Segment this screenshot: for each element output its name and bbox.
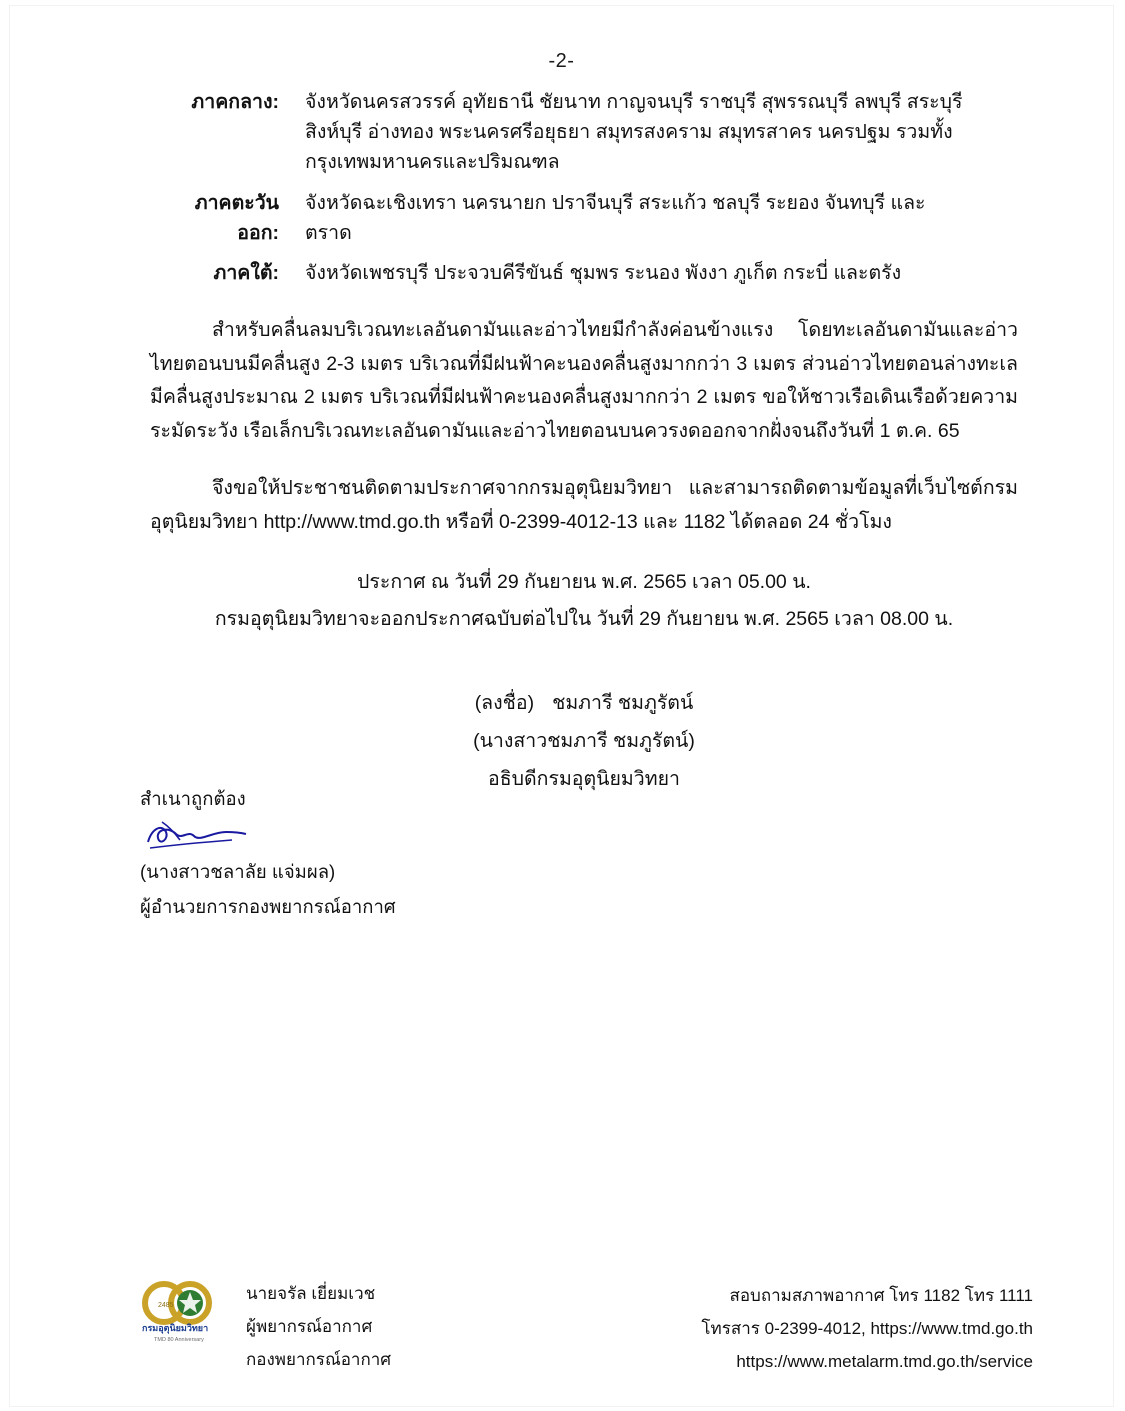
footer-person-position: ผู้พยากรณ์อากาศ — [246, 1316, 373, 1336]
footer-person-department: กองพยากรณ์อากาศ — [246, 1349, 392, 1369]
region-label: ภาคตะวันออก: — [194, 191, 279, 244]
region-list — [10, 87, 1113, 288]
footer-person-name: นายจรัล เยี่ยมเวช — [246, 1283, 376, 1303]
svg-text:2485: 2485 — [158, 1301, 174, 1309]
page-number: -2- — [548, 50, 575, 72]
footer-left — [140, 1269, 391, 1376]
region-text: จังหวัดเพชรบุรี ประจวบคีรีขันธ์ ชุมพร ระนอง พังงา ภูเก็ต กระบี่ และตรัง — [305, 262, 902, 285]
next-announcement-datetime: กรมอุตุนิยมวิทยาจะออกประกาศฉบับต่อไปใน วันที่ 29 กันยายน พ.ศ. 2565 เวลา 08.00 น. — [214, 607, 954, 630]
handwritten-signature — [142, 818, 262, 852]
footer-contact-fax: โทรสาร 0-2399-4012, https://www.tmd.go.th — [701, 1318, 1033, 1338]
region-label: ภาคใต้: — [213, 262, 279, 285]
document-page — [10, 6, 1113, 1406]
body-block — [10, 314, 1113, 797]
certification-name: (นางสาวชลาลัย แจ่มผล) — [140, 861, 336, 883]
region-label: ภาคกลาง: — [191, 91, 279, 113]
signature-name-line — [150, 684, 1018, 722]
signature-position: อธิบดีกรมอุตุนิยมวิทยา — [488, 767, 680, 790]
region-text: จังหวัดฉะเชิงเทรา นครนายก ปราจีนบุรี สระแก้ว ชลบุรี ระยอง จันทบุรี และตราด — [305, 191, 926, 244]
signature-fullname: (นางสาวชมภารี ชมภูรัตน์) — [473, 729, 695, 752]
footer-person-block — [246, 1269, 391, 1376]
certification-block — [140, 781, 396, 924]
tmd-anniversary-logo-icon — [140, 1269, 232, 1361]
footer-contact-phone: สอบถามสภาพอากาศ โทร 1182 โทร 1111 — [729, 1285, 1033, 1305]
svg-text:กรมอุตุนิยมวิทยา: กรมอุตุนิยมวิทยา — [142, 1322, 209, 1333]
region-row — [160, 188, 1013, 248]
region-row — [160, 87, 1013, 178]
paragraph-public-notice: จึงขอให้ประชาชนติดตามประกาศจากกรมอุตุนิยมวิทยา และสามารถติดตามข้อมูลที่เว็บไซต์กรมอุตุนิยมวิทยา http://www.tmd.go.th หรือที่ 0-2399-4012-13 และ 1182 ได้ตลอด 24 ชั่วโมง — [150, 477, 1018, 533]
footer-contact-service-url: https://www.metalarm.tmd.go.th/service — [736, 1351, 1033, 1371]
svg-text:TMD 80 Anniversary: TMD 80 Anniversary — [154, 1336, 204, 1343]
footer-contact-block — [701, 1269, 1033, 1378]
certification-heading: สำเนาถูกต้อง — [140, 788, 246, 809]
region-text: จังหวัดนครสวรรค์ อุทัยธานี ชัยนาท กาญจนบุรี ราชบุรี สุพรรณบุรี ลพบุรี สระบุรี สิงห์บุรี อ่างทอง พระนครศรีอยุธยา สมุทรสงคราม สมุทรสาคร นครปฐม รวมทั้งกรุงเทพมหานครและปริมณฑล — [305, 91, 963, 174]
region-row — [160, 258, 1013, 288]
announcement-datetime: ประกาศ ณ วันที่ 29 กันยายน พ.ศ. 2565 เวลา 05.00 น. — [357, 570, 811, 593]
page-footer — [10, 1269, 1113, 1378]
signature-prefix: (ลงชื่อ) — [474, 691, 535, 714]
certification-position: ผู้อำนวยการกองพยากรณ์อากาศ — [140, 896, 396, 918]
paragraph-sea-conditions: สำหรับคลื่นลมบริเวณทะเลอันดามันและอ่าวไทยมีกำลังค่อนข้างแรง โดยทะเลอันดามันและอ่าวไทยตอนบนมีคลื่นสูง 2-3 เมตร บริเวณที่มีฝนฟ้าคะนองคลื่นสูงมากกว่า 3 เมตร ส่วนอ่าวไทยตอนล่างทะเลมีคลื่นสูงประมาณ 2 เมตร บริเวณที่มีฝนฟ้าคะนองคลื่นสูงมากกว่า 2 เมตร ขอให้ชาวเรือเดินเรือด้วยความระมัดระวัง เรือเล็กบริเวณทะเลอันดามันและอ่าวไทยตอนบนควรงดออกจากฝั่งจนถึงวันที่ 1 ต.ค. 65 — [150, 319, 1018, 442]
signature-name: ชมภารี ชมภูรัตน์ — [552, 691, 694, 714]
